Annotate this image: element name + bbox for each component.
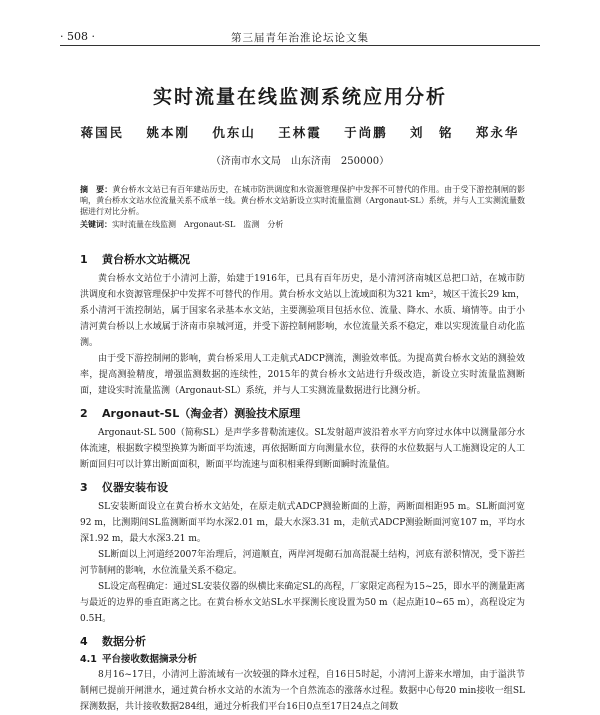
section-title: Argonaut-SL（淘金者）测验技术原理 — [102, 407, 301, 420]
author-list — [0, 123, 600, 141]
paragraph: 由于受下游控制闸的影响，黄台桥采用人工走航式ADCP测流，测验效率低。为提高黄台桥水文站的测验效率，提高测验精度，增强监测数据的连续性，2015年的黄台桥水文站进行升级改造，新设立实时流量监测断面，建设实时流量监测（Argonaut-SL）系统，并与人工实测流量数据进行比测分析。 — [80, 354, 525, 396]
abstract-label: 摘 要： — [80, 185, 113, 194]
running-header — [60, 29, 540, 46]
paragraph: SL设定高程确定：通过SL安装仪器的纵横比来确定SL的高程，厂家限定高程为15~25，即水平的测量距离与最近的边界的垂直距离之比。在黄台桥水文站SL水平探测长度设置为50 m（起点距10~65 m），高程设定为0.5H。 — [80, 582, 525, 624]
keywords-text: 实时流量在线监测 Argonaut-SL 监测 分析 — [112, 220, 284, 229]
paragraph: SL安装断面设立在黄台桥水文站处，在原走航式ADCP测验断面的上游，两断面相距95 m。SL断面河宽92 m，比测期间SL监测断面平均水深2.01 m，最大水深3.31 m，走航式ADCP测验断面河宽107 m，平均水深1.92 m，最大水深3.21 m。 — [80, 502, 525, 544]
subsection-heading — [80, 653, 525, 667]
section-heading — [80, 635, 525, 649]
author-name: 于尚鹏 — [344, 125, 388, 140]
paragraph: SL断面以上河道经2007年治理后，河道顺直，两岸河堤砌石加高混凝土结构，河底有淤积情况，受下游拦河节制闸的影响，水位流量关系不稳定。 — [80, 550, 525, 576]
author-name: 姚本刚 — [146, 125, 190, 140]
body-text — [80, 253, 525, 715]
section-title: 黄台桥水文站概况 — [102, 253, 190, 266]
paragraph: 8月16~17日，小清河上游流域有一次较强的降水过程，自16日5时起，小清河上游来水增加，由于溢洪节制闸已提前开闸泄水，通过黄台桥水文站的水流为一个自然流态的涨落水过程。数据中心每20 min接收一组SL探测数据，共计接收数据284组，通过分析我们平台16日0点至17日24点之间数 — [80, 670, 525, 712]
keywords — [80, 219, 525, 230]
section-heading — [80, 253, 525, 267]
subsection-title: 平台接收数据摘录分析 — [102, 654, 198, 665]
section-heading — [80, 407, 525, 421]
paragraph: 黄台桥水文站位于小清河上游，始建于1916年，已具有百年历史，是小清河济南城区总把口站，在城市防洪调度和水资源管理保护中发挥不可替代的作用。黄台桥水文站以上流域面积为321 km²，城区干流长29 km，系小清河干流控制站，属于国家名录基本水文站，主要测验项目包括水位、流量、降水、水质、墒情等。由于小清河黄台桥以上水域属于济南市泉城河道，并受下游控制闸影响，水位流量关系不稳定，难以实现流量自动化监测。 — [80, 274, 525, 348]
abstract-text: 黄台桥水文站已有百年建站历史，在城市防洪调度和水资源管理保护中发挥不可替代的作用。由于受下游控制闸的影响，黄台桥水文站水位流量关系不成单一线。黄台桥水文站新设立实时流量监测（Argonaut-SL）系统，并与人工实测流量数据进行对比分析。 — [80, 185, 525, 216]
keywords-label: 关键词： — [80, 220, 112, 229]
section-number: 4 — [80, 635, 88, 648]
section-title: 数据分析 — [102, 635, 146, 648]
paragraph: Argonaut-SL 500（简称SL）是声学多普勒流速仪。SL发射超声波沿着水平方向穿过水体中以测量部分水体流速，根据数字模型换算为断面平均流速，再依据断面方向测量水位，获得的水位数据与人工施测设定的人工断面回归可以计算出断面面积，断面平均流速与面积相乘得到断面瞬时流量值。 — [80, 428, 525, 470]
affiliation: （济南市水文局 山东济南 250000） — [210, 156, 390, 167]
journal-name: 第三届青年治淮论坛论文集 — [231, 32, 369, 44]
section-number: 3 — [80, 481, 88, 494]
section-title: 仪器安装布设 — [102, 481, 168, 494]
section-heading — [80, 481, 525, 495]
paper-title: 实时流量在线监测系统应用分析 — [152, 86, 447, 108]
author-name: 蒋国民 — [80, 125, 125, 140]
section-number: 1 — [80, 253, 88, 266]
section-number: 2 — [80, 407, 88, 420]
author-name: 王林霞 — [278, 125, 322, 140]
page-number: · 508 · — [60, 30, 95, 43]
author-name: 郑永华 — [475, 125, 520, 140]
author-name: 仇东山 — [212, 125, 256, 140]
abstract-block — [80, 184, 525, 230]
abstract — [80, 184, 525, 217]
subsection-number: 4.1 — [80, 654, 97, 665]
author-name: 刘 铭 — [409, 125, 454, 140]
